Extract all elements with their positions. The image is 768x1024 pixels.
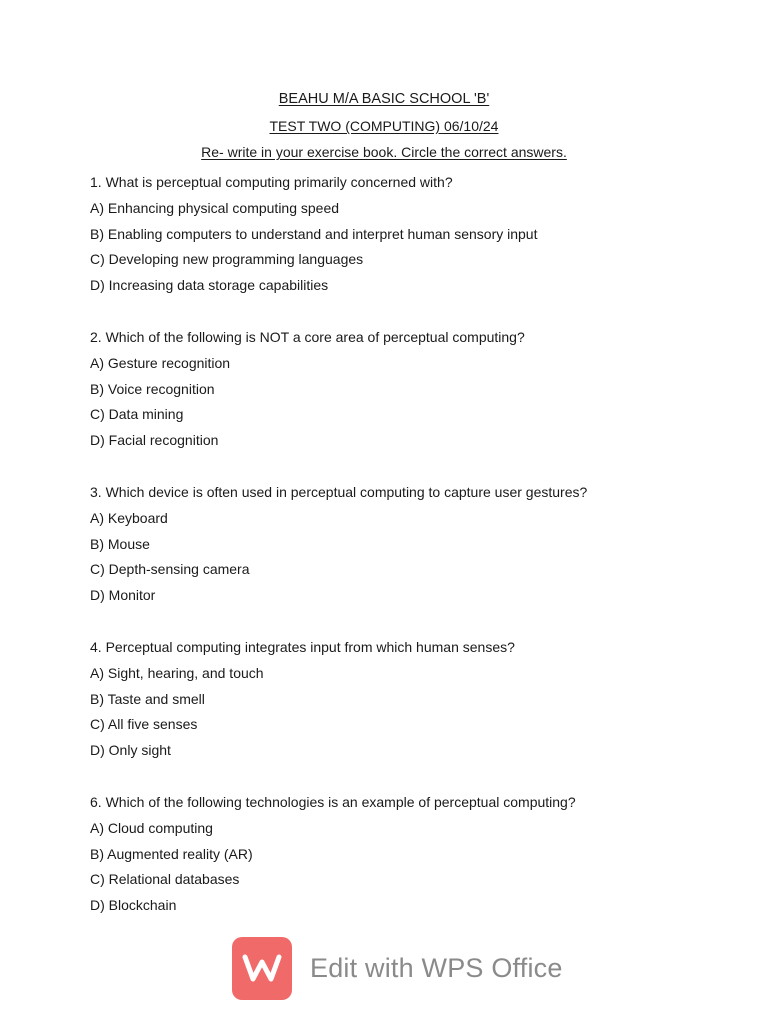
option-a: A) Enhancing physical computing speed <box>90 199 340 216</box>
option-c: C) Developing new programming languages <box>90 251 364 268</box>
question-text: 4. Perceptual computing integrates input from which human senses? <box>90 638 515 655</box>
option-d: D) Monitor <box>90 587 156 604</box>
option-c: C) Data mining <box>90 406 184 423</box>
option-b: B) Taste and smell <box>90 690 205 707</box>
option-c: C) All five senses <box>90 716 198 733</box>
option-d: D) Increasing data storage capabilities <box>90 277 329 294</box>
option-b: B) Enabling computers to understand and interpret human sensory input <box>90 225 538 242</box>
question-text: 2. Which of the following is NOT a core area of perceptual computing? <box>90 328 525 345</box>
school-name: BEAHU M/A BASIC SCHOOL 'B' <box>278 91 490 107</box>
question-text: 1. What is perceptual computing primarily concerned with? <box>90 174 453 190</box>
wps-office-logo-icon <box>232 937 292 1000</box>
watermark-text: Edit with WPS Office <box>310 952 563 983</box>
option-d: D) Facial recognition <box>90 432 219 449</box>
question-1 <box>90 170 730 299</box>
option-b: B) Voice recognition <box>90 380 215 397</box>
option-a: A) Sight, hearing, and touch <box>90 664 264 681</box>
wps-w-glyph-icon <box>242 953 282 983</box>
option-b: B) Mouse <box>90 535 150 552</box>
option-d: D) Blockchain <box>90 897 177 914</box>
question-6 <box>90 790 730 919</box>
instructions: Re- write in your exercise book. Circle the correct answers. <box>201 144 567 160</box>
wps-watermark[interactable] <box>232 936 563 1000</box>
option-d: D) Only sight <box>90 742 171 759</box>
option-b: B) Augmented reality (AR) <box>90 845 253 862</box>
question-list <box>90 170 730 945</box>
question-3 <box>90 480 730 609</box>
question-2 <box>90 325 730 454</box>
option-c: C) Relational databases <box>90 871 240 888</box>
question-text: 6. Which of the following technologies is an example of perceptual computing? <box>90 793 576 810</box>
question-4 <box>90 635 730 764</box>
option-a: A) Cloud computing <box>90 819 213 836</box>
option-a: A) Gesture recognition <box>90 354 231 371</box>
question-text: 3. Which device is often used in perceptual computing to capture user gestures? <box>90 483 588 500</box>
option-c: C) Depth-sensing camera <box>90 561 250 578</box>
test-title: TEST TWO (COMPUTING) 06/10/24 <box>269 118 499 134</box>
option-a: A) Keyboard <box>90 509 168 526</box>
